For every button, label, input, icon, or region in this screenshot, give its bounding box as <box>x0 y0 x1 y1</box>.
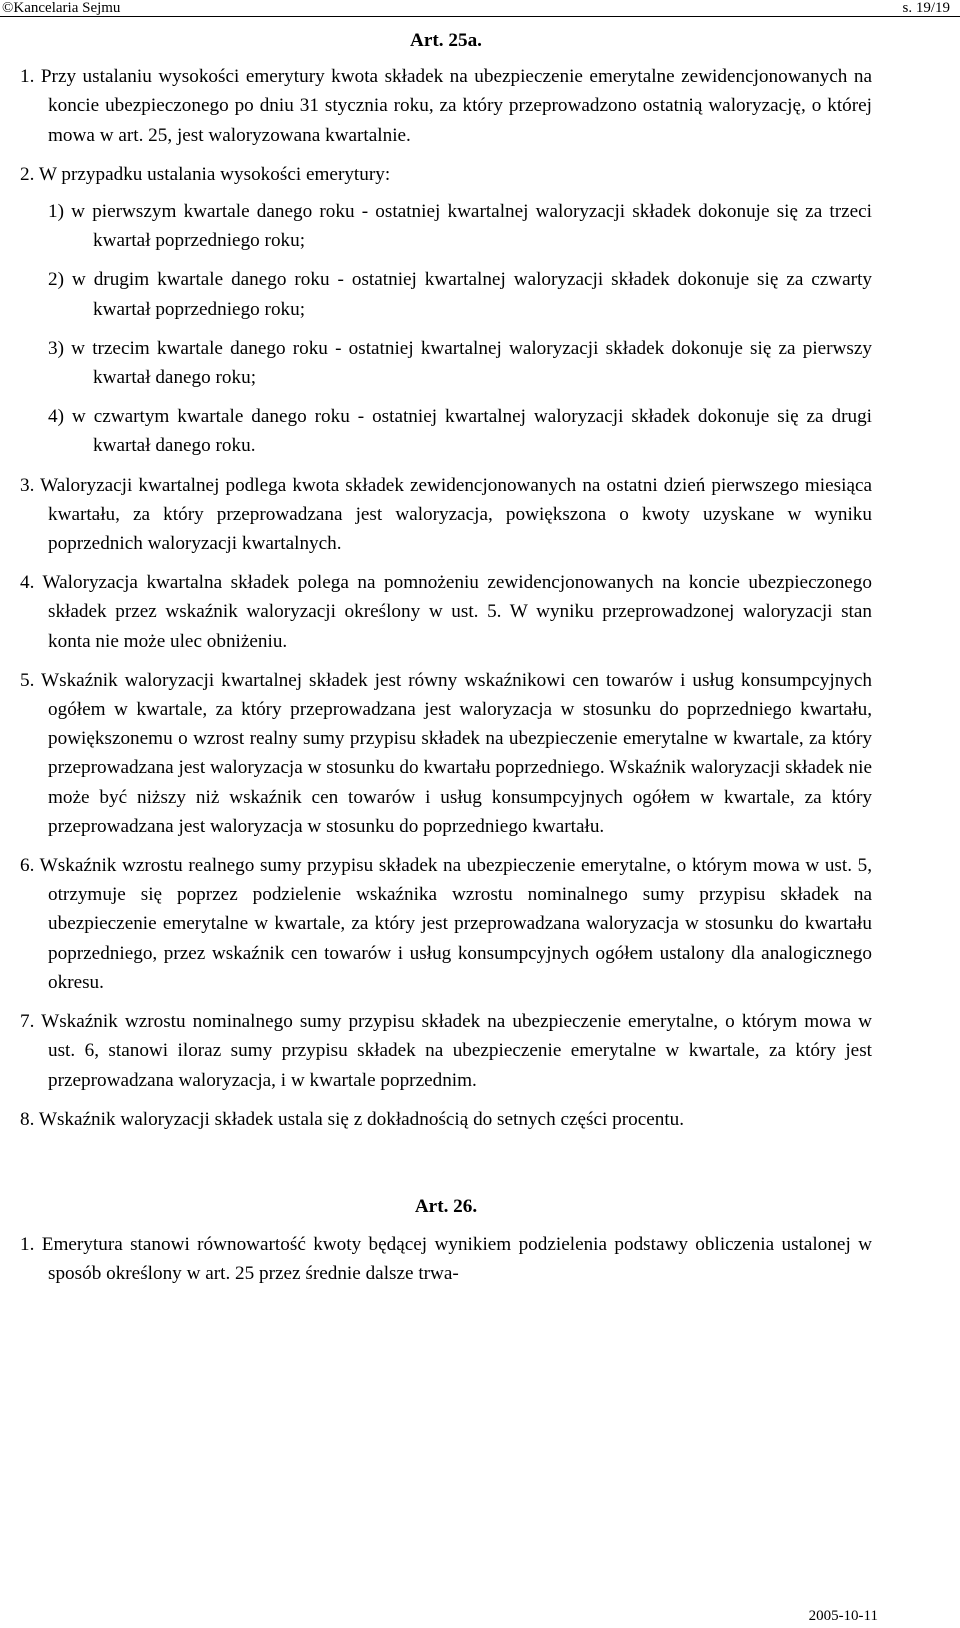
list-item: 1) w pierwszym kwartale danego roku - ostatniej kwartalnej waloryzacji składek dokonuje się za trzeci kwartał poprzedniego roku; <box>48 201 872 252</box>
header-source: ©Kancelaria Sejmu <box>2 0 121 16</box>
article-25a-paragraph-8: 8. Wskaźnik waloryzacji składek ustala się z dokładnością do setnych części procentu. <box>20 1108 685 1130</box>
header-page-number: s. 19/19 <box>902 0 950 16</box>
document-body <box>20 20 872 1299</box>
article-25a-paragraph-2: 2. W przypadku ustalania wysokości emerytury: <box>20 163 391 185</box>
list-item: 3) w trzecim kwartale danego roku - ostatniej kwartalnej waloryzacji składek dokonuje się za pierwszy kwartał danego roku; <box>48 337 872 389</box>
article-26-title: Art. 26. <box>414 1195 478 1217</box>
list-item: 4) w czwartym kwartale danego roku - ostatniej kwartalnej waloryzacji składek dokonuje się za drugi kwartał danego roku. <box>48 406 872 457</box>
article-25a-paragraph-7: 7. Wskaźnik wzrostu nominalnego sumy przypisu składek na ubezpieczenie emerytalne, o którym mowa w ust. 6, stanowi iloraz sumy przypisu składek na ubezpieczenie emerytalne w kwartale, za który jest przeprowadzana waloryzacja, i w kwartale poprzednim. <box>20 1011 872 1091</box>
footer-date: 2005-10-11 <box>808 1608 878 1624</box>
article-25a-paragraph-4: 4. Waloryzacja kwartalna składek polega na pomnożeniu zewidencjonowanych na koncie ubezpieczonego składek przez wskaźnik waloryzacji określony w ust. 5. W wyniku przeprowadzonej waloryzacji stan konta nie może ulec obniżeniu. <box>20 572 872 652</box>
article-25a-paragraph-1: 1. Przy ustalaniu wysokości emerytury kwota składek na ubezpieczenie emerytalne zewidencjonowanych na koncie ubezpieczonego po dniu 31 stycznia roku, za który przeprowadzono ostatnią waloryzację, o której mowa w art. 25, jest waloryzowana kwartalnie. <box>20 66 872 146</box>
article-25a-title: Art. 25a. <box>410 30 482 51</box>
article-25a-paragraph-6: 6. Wskaźnik wzrostu realnego sumy przypisu składek na ubezpieczenie emerytalne, o którym mowa w ust. 5, otrzymuje się poprzez podzielenie wskaźnika wzrostu nominalnego sumy przypisu składek na ubezpieczenie emerytalne w kwartale, za który jest przeprowadzana waloryzacja w stosunku do kwartału poprzedniego, przez wskaźnik cen towarów i usług konsumpcyjnych ogółem ustalony dla analogicznego okresu. <box>20 855 872 993</box>
list-item: 2) w drugim kwartale danego roku - ostatniej kwartalnej waloryzacji składek dokonuje się za czwarty kwartał poprzedniego roku; <box>48 269 872 320</box>
article-26-paragraph-1: 1. Emerytura stanowi równowartość kwoty będącej wynikiem podzielenia podstawy obliczenia ustalonej w sposób określony w art. 25 przez średnie dalsze trwa- <box>20 1234 872 1285</box>
article-25a-paragraph-5: 5. Wskaźnik waloryzacji kwartalnej składek jest równy wskaźnikowi cen towarów i usług konsumpcyjnych ogółem w kwartale, za który przeprowadzana jest waloryzacja w stosunku do poprzedniego kwartału, powiększonemu o wzrost realny sumy przypisu składek na ubezpieczenie emerytalne w kwartale, za który przeprowadzana jest waloryzacja w stosunku do kwartału poprzedniego. Wskaźnik waloryzacji składek nie może być niższy niż wskaźnik cen towarów i usług konsumpcyjnych ogółem w kwartale, za który przeprowadzana jest waloryzacja w stosunku do poprzedniego kwartału. <box>20 669 872 837</box>
header-rule <box>0 16 960 17</box>
article-25a-paragraph-3: 3. Waloryzacji kwartalnej podlega kwota składek zewidencjonowanych na ostatni dzień pierwszego miesiąca kwartału, za który przeprowadzana jest waloryzacja, powiększona o kwoty uzyskane w wyniku poprzednich waloryzacji kwartalnych. <box>20 474 872 555</box>
article-25a-paragraph-2-items <box>20 197 872 461</box>
